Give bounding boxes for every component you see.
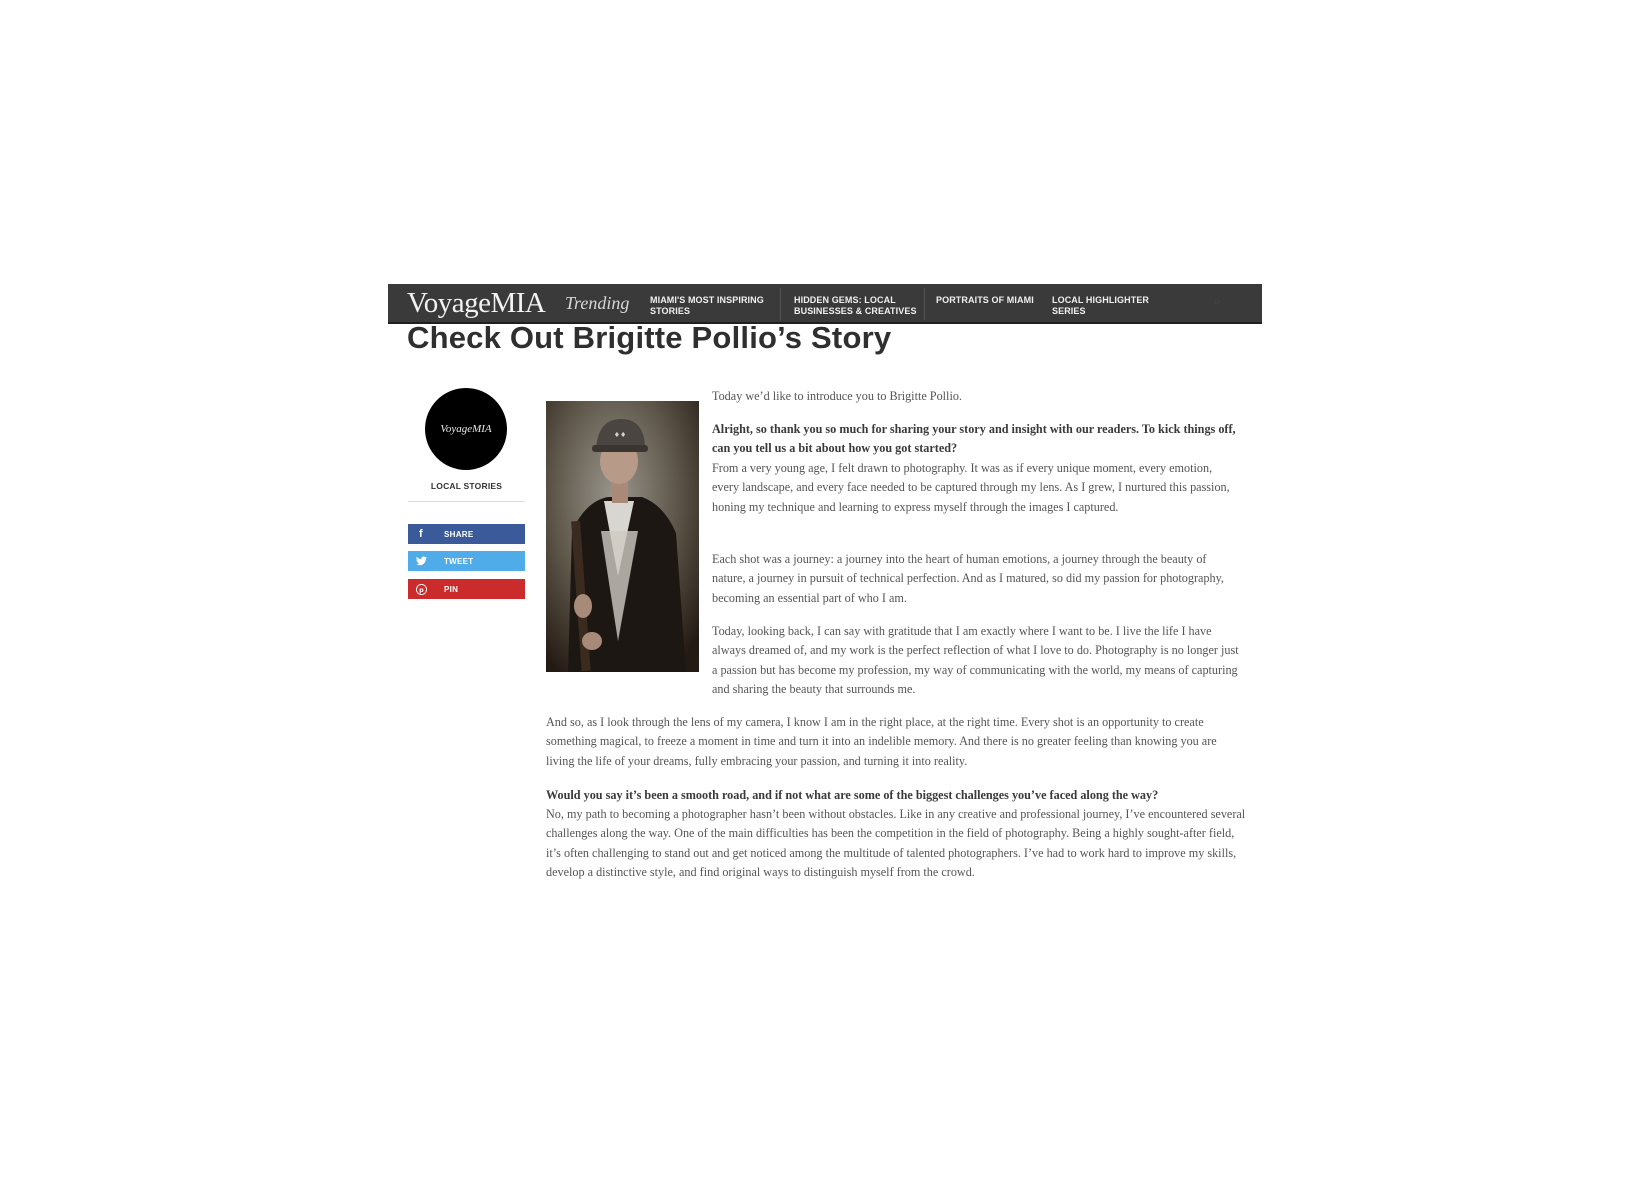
trending-label: Trending (565, 293, 630, 313)
article-paragraph: Today, looking back, I can say with gratitude that I am exactly where I want to be. I live the life I have always dreamed of, and my work is the perfect reflection of what I love to do. Photography is no longer just a passion but has become my profession, my way of communicating with the world, my means of capturing and sharing the beauty that surrounds me. (712, 624, 1239, 697)
sidebar-divider (408, 501, 525, 502)
facebook-share-button[interactable] (408, 524, 525, 544)
page-title: Check Out Brigitte Pollio’s Story (407, 320, 892, 355)
site-logo[interactable]: VoyageMIA (407, 287, 546, 319)
nav-item-portraits[interactable]: PORTRAITS OF MIAMI (936, 295, 1034, 305)
nav-item-local-highlighter[interactable]: LOCAL HIGHLIGHTER SERIES (1052, 295, 1150, 316)
article-intro: Today we’d like to introduce you to Brigitte Pollio. (712, 389, 962, 403)
nav-item-inspiring-stories[interactable]: MIAMI'S MOST INSPIRING STORIES (650, 295, 764, 316)
nav-divider (924, 288, 925, 320)
search-icon[interactable]: ⌕ (1213, 293, 1221, 309)
portrait-photo (546, 401, 699, 672)
twitter-tweet-button[interactable] (408, 551, 525, 571)
avatar-logo-text: VoyageMIA (440, 423, 492, 435)
avatar[interactable] (425, 388, 507, 470)
svg-text:♦♦: ♦♦ (613, 431, 627, 439)
facebook-icon: f (419, 528, 423, 540)
article-paragraph: No, my path to becoming a photographer hasn’t been without obstacles. Like in any creative and professional journey, I’ve encountered several challenges along the way. One of the main difficulties has been the competition in the field of photography. Being a highly sought-after field, it’s often challenging to stand out and get noticed among the multitude of talented photographers. I’ve had to work hard to improve my skills, develop a distinctive style, and find original ways to distinguish myself from the crowd. (546, 807, 1246, 880)
nav-item-hidden-gems[interactable]: HIDDEN GEMS: LOCAL BUSINESSES & CREATIVES (794, 295, 917, 316)
twitter-icon (408, 551, 434, 571)
pin-label: PIN (444, 584, 459, 594)
article-paragraph: Each shot was a journey: a journey into the heart of human emotions, a journey through the beauty of nature, a journey in pursuit of technical perfection. And as I matured, so did my passion for photography, becoming an essential part of who I am. (712, 552, 1224, 605)
nav-divider (780, 288, 781, 320)
pinterest-pin-button[interactable] (408, 579, 525, 599)
article-paragraph: And so, as I look through the lens of my camera, I know I am in the right place, at the right time. Every shot is an opportunity to create something magical, to freeze a moment in time and turn it into an indelible memory. And there is no greater feeling than knowing you are living the life of your dreams, fully embracing your passion, and turning it into reality. (546, 715, 1217, 768)
interview-question: Would you say it’s been a smooth road, and if not what are some of the biggest challenges you’ve faced along the way? (546, 788, 1159, 802)
author-name[interactable]: LOCAL STORIES (430, 481, 503, 491)
tweet-label: TWEET (444, 556, 474, 566)
share-label: SHARE (444, 529, 474, 539)
svg-text:p: p (418, 585, 424, 594)
pinterest-icon (408, 579, 434, 599)
interview-question: Alright, so thank you so much for sharing your story and insight with our readers. To kick things off, can you tell us a bit about how you got started? (712, 422, 1236, 456)
top-navbar (388, 284, 1262, 324)
article-paragraph: From a very young age, I felt drawn to photography. It was as if every unique moment, every emotion, every landscape, and every face needed to be captured through my lens. As I grew, I nurtured this passion, honing my technique and learning to express myself through the images I captured. (712, 461, 1230, 514)
